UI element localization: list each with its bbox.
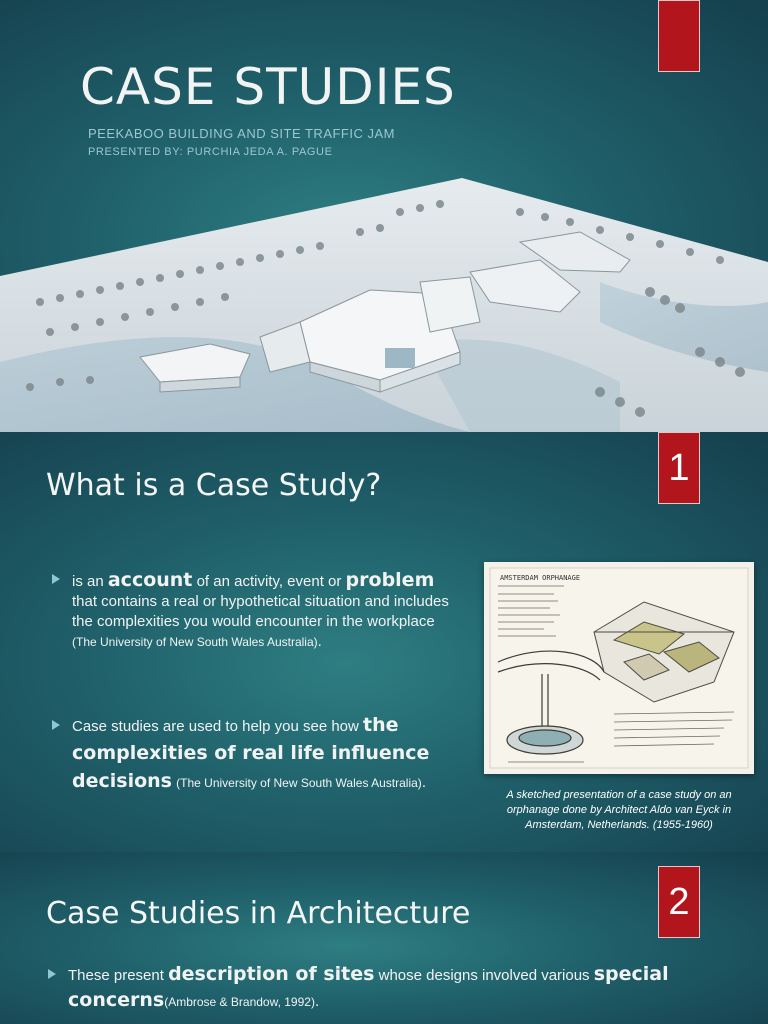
slide-title: CASE STUDIES xyxy=(80,58,456,116)
title-slide xyxy=(0,0,768,432)
bullet-end: . xyxy=(314,993,320,1010)
citation-text: (Ambrose & Brandow, 1992) xyxy=(164,995,315,1009)
emphasis-text: description of sites xyxy=(168,963,375,985)
slide-corner-tab xyxy=(658,0,700,72)
bullet-end: . xyxy=(421,774,426,791)
bullet-arrow-icon xyxy=(48,969,56,979)
bullet-text: is an xyxy=(72,573,108,590)
bullet-definition xyxy=(72,570,450,652)
sketch-handwritten-title: AMSTERDAM ORPHANAGE xyxy=(500,574,581,582)
bullet-text: These present xyxy=(68,967,169,984)
slide-heading: What is a Case Study? xyxy=(46,468,382,503)
architecture-case-studies-slide xyxy=(0,852,768,1024)
site-model-photo xyxy=(0,172,768,432)
bullet-text: of an activity, event or xyxy=(192,573,346,590)
bullet-description xyxy=(68,962,728,1014)
slide-heading: Case Studies in Architecture xyxy=(46,896,471,931)
bullet-end: . xyxy=(317,633,322,650)
sketch-caption: A sketched presentation of a case study on an orphanage done by Architect Aldo van Eyck in Amsterdam, Netherlands. (1955-1960) xyxy=(506,789,732,831)
emphasis-text: account xyxy=(107,569,193,591)
emphasis-text: special concerns xyxy=(68,963,669,1011)
emphasis-text: problem xyxy=(345,569,435,591)
bullet-text: that contains a real or hypothetical situation and includes the complexities you would encounter in the workplace xyxy=(72,593,449,630)
case-study-definition-slide xyxy=(0,432,768,852)
presenter-line: PRESENTED BY: PURCHIA JEDA A. PAGUE xyxy=(88,146,333,158)
bullet-arrow-icon xyxy=(52,720,60,730)
citation-text: (The University of New South Wales Australia) xyxy=(176,776,422,790)
orphanage-sketch-image xyxy=(484,562,754,774)
emphasis-text: the complexities of real life influence decisions xyxy=(72,714,430,792)
bullet-purpose xyxy=(72,712,450,796)
bullet-text: whose designs involved various xyxy=(374,967,594,984)
citation-text: (The University of New South Wales Australia) xyxy=(72,635,318,649)
slide-number-badge: 1 xyxy=(658,432,700,504)
bullet-arrow-icon xyxy=(52,574,60,584)
bullet-text: Case studies are used to help you see how xyxy=(72,718,364,735)
slide-subtitle: PEEKABOO BUILDING AND SITE TRAFFIC JAM xyxy=(88,126,395,141)
slide-number-badge: 2 xyxy=(658,866,700,938)
